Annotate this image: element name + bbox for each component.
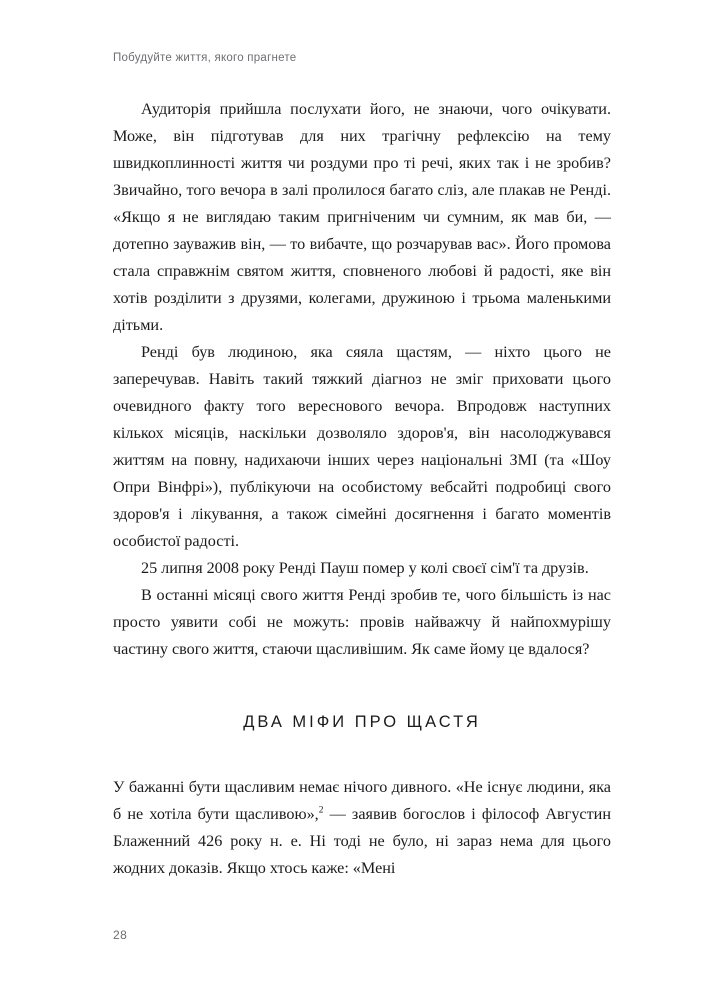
section-intro-text-after-footnote: — заявив богослов і філософ Августин Блаженний 426 року н. е. Ні тоді не було, ні зараз нема для цього жодних доказів. Якщо хтось каже: «Мені	[113, 805, 611, 877]
body-paragraph: В останні місяці свого життя Ренді зробив те, чого більшість із нас просто уявити собі не можуть: провів найважчу й найпохмурішу частину свого життя, стаючи щасливішим. Як саме йому це вдалося?	[113, 586, 611, 658]
body-paragraph: Аудиторія прийшла послухати його, не знаючи, чого очікувати. Може, він підготував для них трагічну рефлексію на тему швидкоплинності життя чи роздуми про ті речі, яких так і не зробив? Звичайно, того вечора в залі пролилося багато сліз, але плакав не Ренді. «Якщо я не виглядаю таким пригніченим чи сумним, як мав би, — дотепно зауважив він, — то вибачте, що розчарував вас». Його промова стала справжнім святом життя, сповненого любові й радості, яке він хотів розділити з друзями, колегами, дружиною і трьома маленькими дітьми.	[113, 100, 611, 334]
body-paragraph: Ренді був людиною, яка сяяла щастям, — ніхто цього не заперечував. Навіть такий тяжкий діагноз не зміг приховати цього очевидного факту того вереснового вечора. Впродовж наступних кількох місяців, наскільки дозволяло здоров'я, він насолоджувався життям на повну, надихаючи інших через національні ЗМІ (та «Шоу Опри Вінфрі»), публікуючи на особистому вебсайті подробиці свого здоров'я і лікування, а також сімейні досягнення і багато моментів особистої радості.	[113, 343, 611, 550]
running-head: Побудуйте життя, якого прагнете	[113, 52, 297, 64]
body-paragraph: 25 липня 2008 року Ренді Пауш помер у колі своєї сім'ї та друзів.	[141, 559, 589, 577]
text-block	[113, 96, 611, 882]
page-number: 28	[113, 928, 128, 942]
section-intro-text-before-footnote: У бажанні бути щасливим немає нічого дивного. «Не існує людини, яка б не хотіла бути щасливою»,	[113, 778, 611, 823]
section-heading: ДВА МІФИ ПРО ЩАСТЯ	[243, 713, 481, 731]
footnote-reference[interactable]: 2	[318, 805, 324, 816]
section-intro-paragraph	[113, 774, 611, 882]
